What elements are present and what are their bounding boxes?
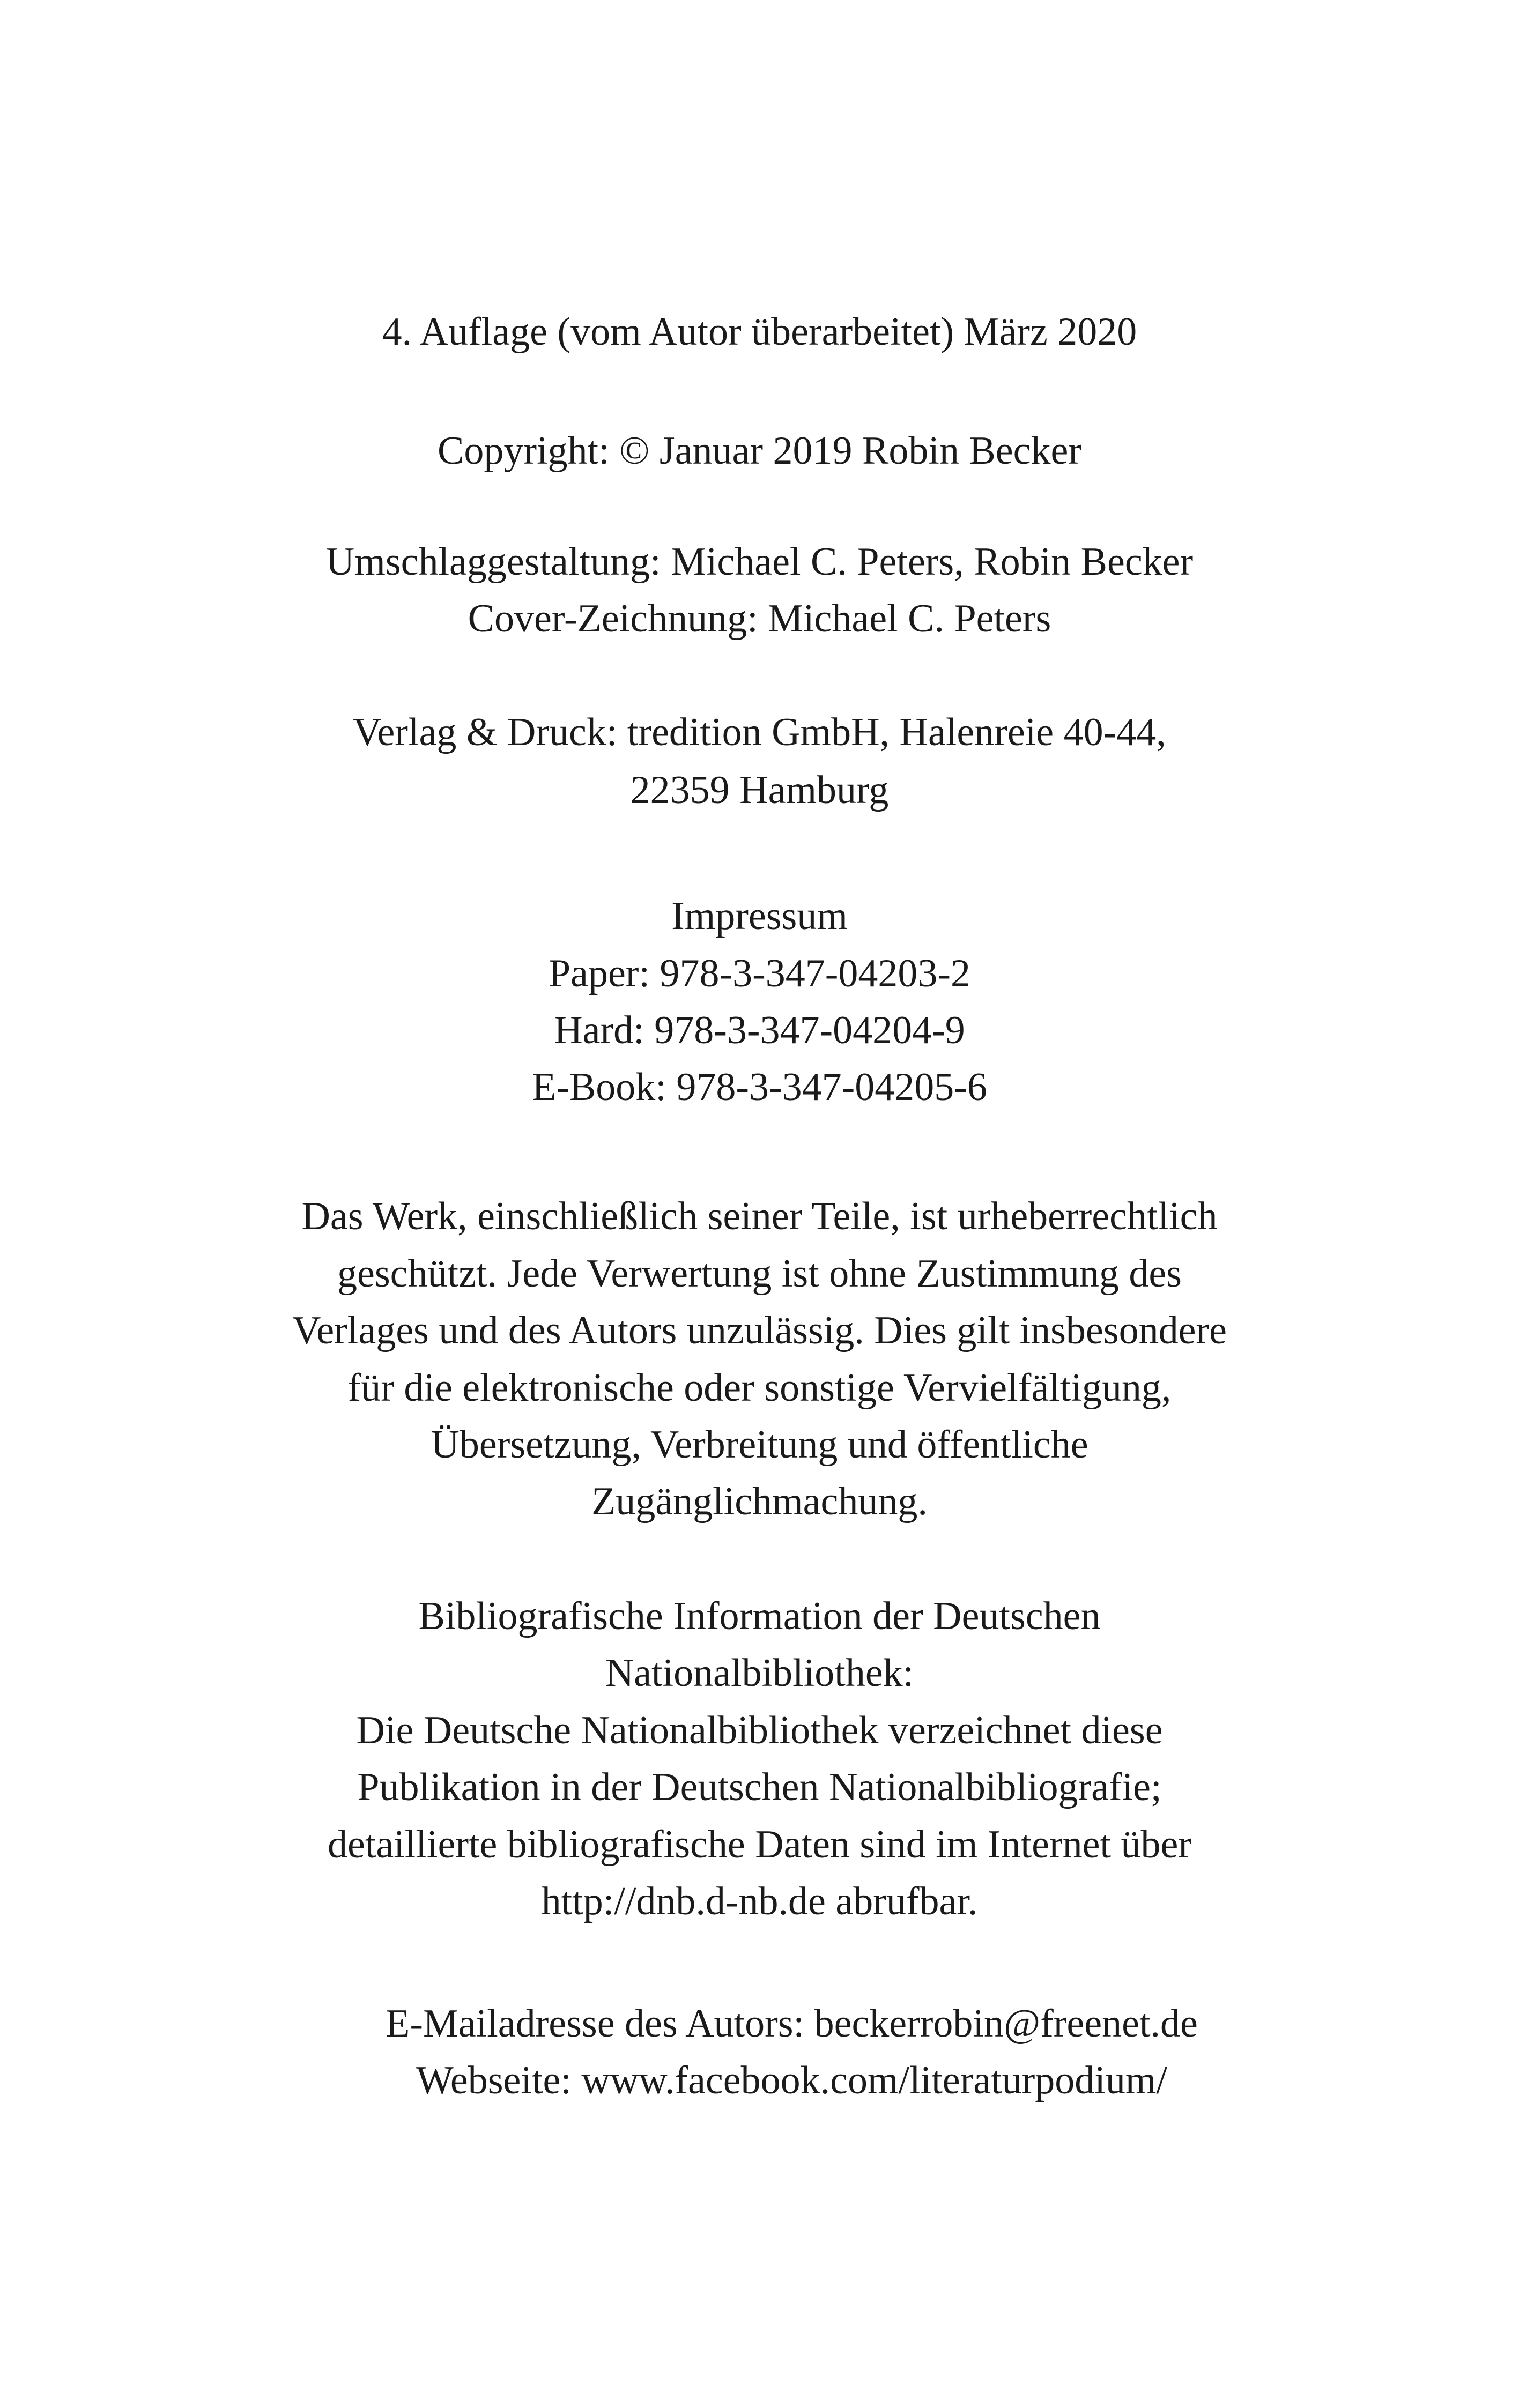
publisher-line-2: 22359 Hamburg xyxy=(630,768,889,812)
imprint-heading: Impressum xyxy=(671,894,848,938)
cover-design-line: Umschlaggestaltung: Michael C. Peters, Robin Becker xyxy=(325,540,1194,584)
rights-notice-line: Zugänglichmachung. xyxy=(591,1480,928,1523)
publisher-line-1: Verlag & Druck: tredition GmbH, Halenreie 40-44, xyxy=(353,710,1166,754)
isbn-paper: Paper: 978-3-347-04203-2 xyxy=(548,952,971,995)
rights-notice-line: Verlages und des Autors unzulässig. Dies gilt insbesondere xyxy=(292,1309,1227,1352)
bibliographic-line: http://dnb.d-nb.de abrufbar. xyxy=(541,1879,978,1923)
edition-line: 4. Auflage (vom Autor überarbeitet) März 2020 xyxy=(382,310,1137,354)
bibliographic-line: detaillierte bibliografische Daten sind im Internet über xyxy=(328,1823,1191,1867)
bibliographic-line: Nationalbibliothek: xyxy=(605,1651,914,1695)
cover-drawing-line: Cover-Zeichnung: Michael C. Peters xyxy=(468,597,1051,641)
bibliographic-line: Die Deutsche Nationalbibliothek verzeichnet diese xyxy=(356,1708,1163,1752)
bibliographic-line: Bibliografische Information der Deutschen xyxy=(418,1594,1101,1638)
author-email: E-Mailadresse des Autors: beckerrobin@freenet.de xyxy=(386,2002,1198,2046)
rights-notice-line: Übersetzung, Verbreitung und öffentliche xyxy=(431,1423,1088,1467)
rights-notice-line: Das Werk, einschließlich seiner Teile, ist urheberrechtlich xyxy=(301,1194,1218,1238)
rights-notice-line: für die elektronische oder sonstige Vervielfältigung, xyxy=(347,1366,1172,1410)
author-website: Webseite: www.facebook.com/literaturpodium/ xyxy=(416,2058,1167,2102)
bibliographic-line: Publikation in der Deutschen Nationalbibliografie; xyxy=(357,1765,1162,1809)
isbn-ebook: E-Book: 978-3-347-04205-6 xyxy=(532,1065,987,1109)
copyright-line: Copyright: © Januar 2019 Robin Becker xyxy=(438,429,1081,473)
isbn-hard: Hard: 978-3-347-04204-9 xyxy=(554,1008,965,1052)
rights-notice-line: geschützt. Jede Verwertung ist ohne Zustimmung des xyxy=(337,1252,1182,1296)
